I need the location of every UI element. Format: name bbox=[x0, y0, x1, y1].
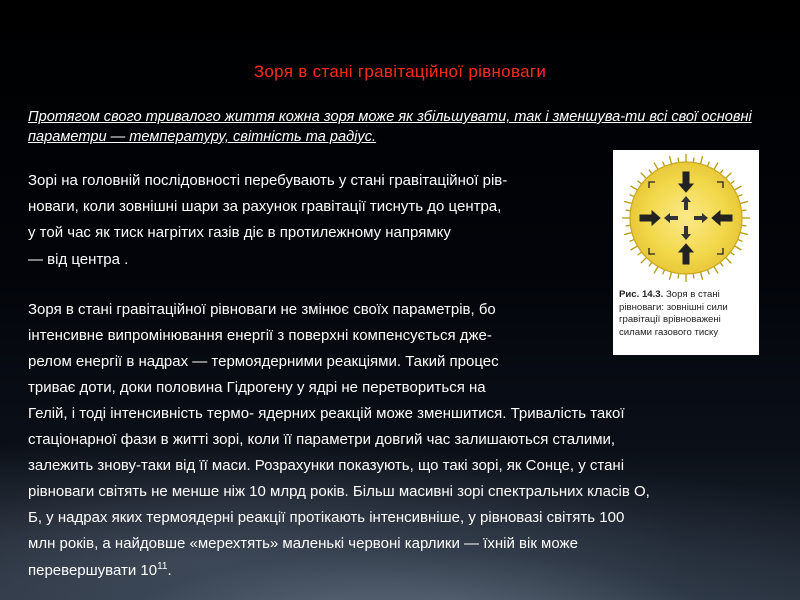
paragraph1-line: Зорі на головній послідовності перебувають у стані гравітаційної рів- bbox=[28, 172, 508, 189]
paragraph1-line: новаги, коли зовнішні шари за рахунок гравітації тиснуть до центра, bbox=[28, 198, 502, 215]
paragraph1-line: — від центра . bbox=[28, 251, 129, 268]
star-ray bbox=[654, 266, 658, 273]
star-equilibrium-icon bbox=[613, 150, 759, 286]
star-ray bbox=[641, 258, 647, 264]
star-ray bbox=[631, 186, 638, 190]
intro-text: Протягом свого тривалого життя кожна зоря може як збільшувати, так і зменшува-ти всі свої основні параметри — температуру, світність та радіус. bbox=[28, 109, 752, 145]
paragraph2-line: Гелій, і тоді інтенсивність термо- ядерних реакцій може зменшитися. Тривалість такої bbox=[28, 405, 625, 422]
star-ray bbox=[654, 163, 658, 170]
paragraph2-line: млн років, а найдовше «мерехтять» маленькі червоні карлики — їхній вік може bbox=[28, 535, 578, 552]
exponent: 11 bbox=[157, 561, 168, 572]
star-ray bbox=[630, 239, 635, 241]
caption-text: Зоря в стані рівноваги: зовнішні сили гравітації врівноважені силами газового тиску bbox=[619, 289, 728, 338]
last-line-end: . bbox=[167, 562, 172, 579]
star-ray bbox=[734, 186, 741, 190]
star-figure bbox=[613, 150, 759, 355]
star-ray bbox=[693, 274, 694, 279]
star-ray bbox=[669, 156, 671, 164]
caption-label: Рис. 14.3. bbox=[619, 289, 664, 300]
figure-caption bbox=[619, 289, 755, 339]
paragraph2-line: Зоря в стані гравітаційної рівноваги не змінює своїх параметрів, бо bbox=[28, 301, 496, 318]
star-ray bbox=[641, 173, 647, 179]
star-ray bbox=[734, 246, 741, 250]
paragraph1-line: у той час як тиск нагрітих газів діє в протилежному напрямку bbox=[28, 224, 451, 241]
star-ray bbox=[663, 162, 665, 167]
star-ray bbox=[624, 232, 632, 234]
star-ray bbox=[626, 225, 631, 226]
paragraph2-line: триває доти, доки половина Гідрогену у ядрі не перетвориться на bbox=[28, 379, 486, 396]
star-ray bbox=[707, 162, 709, 167]
star-ray bbox=[669, 272, 671, 280]
last-line-text: перевершувати 10 bbox=[28, 562, 158, 579]
star-ray bbox=[730, 252, 734, 255]
star-ray bbox=[678, 158, 679, 163]
star-ray bbox=[726, 173, 732, 179]
paragraph2-line: залежить знову-таки від її маси. Розрахунки показують, що такі зорі, як Сонце, у стані bbox=[28, 457, 625, 474]
star-ray bbox=[626, 210, 631, 211]
star-ray bbox=[714, 163, 718, 170]
star-ray bbox=[740, 232, 748, 234]
star-ray bbox=[631, 246, 638, 250]
star-ray bbox=[738, 239, 743, 241]
paragraph2-line: рівноваги світять не менше ніж 10 млрд років. Більш масивні зорі спектральних класів О, bbox=[28, 483, 650, 500]
star-ray bbox=[720, 170, 723, 174]
star-ray bbox=[638, 252, 642, 255]
star-ray bbox=[740, 201, 748, 203]
paragraph2-last-line bbox=[28, 561, 172, 579]
star-ray bbox=[693, 158, 694, 163]
paragraph2-line: стаціонарної фази в житті зорі, коли її параметри довгий час залишаються сталими, bbox=[28, 431, 616, 448]
star-ray bbox=[663, 270, 665, 275]
star-ray bbox=[726, 258, 732, 264]
slide-title: Зоря в стані гравітаційної рівноваги bbox=[253, 62, 547, 81]
star-ray bbox=[624, 201, 632, 203]
star-ray bbox=[700, 156, 702, 164]
paragraph2-line: Б, у надрах яких термоядерні реакції протікають інтенсивніше, у рівновазі світять 100 bbox=[28, 509, 625, 526]
star-ray bbox=[730, 181, 734, 184]
star-ray bbox=[630, 195, 635, 197]
star-ray bbox=[707, 270, 709, 275]
paragraph2-line: релом енергії в надрах — термоядерними реакціями. Такий процес bbox=[28, 353, 499, 370]
star-ray bbox=[700, 272, 702, 280]
star-ray bbox=[738, 195, 743, 197]
star-ray bbox=[742, 210, 747, 211]
star-ray bbox=[649, 262, 652, 266]
star-ray bbox=[649, 170, 652, 174]
star-ray bbox=[714, 266, 718, 273]
star-ray bbox=[742, 225, 747, 226]
paragraph2-line: інтенсивне випромінювання енергії з поверхні компенсується дже- bbox=[28, 327, 492, 344]
star-ray bbox=[720, 262, 723, 266]
star-ray bbox=[638, 181, 642, 184]
star-ray bbox=[678, 274, 679, 279]
